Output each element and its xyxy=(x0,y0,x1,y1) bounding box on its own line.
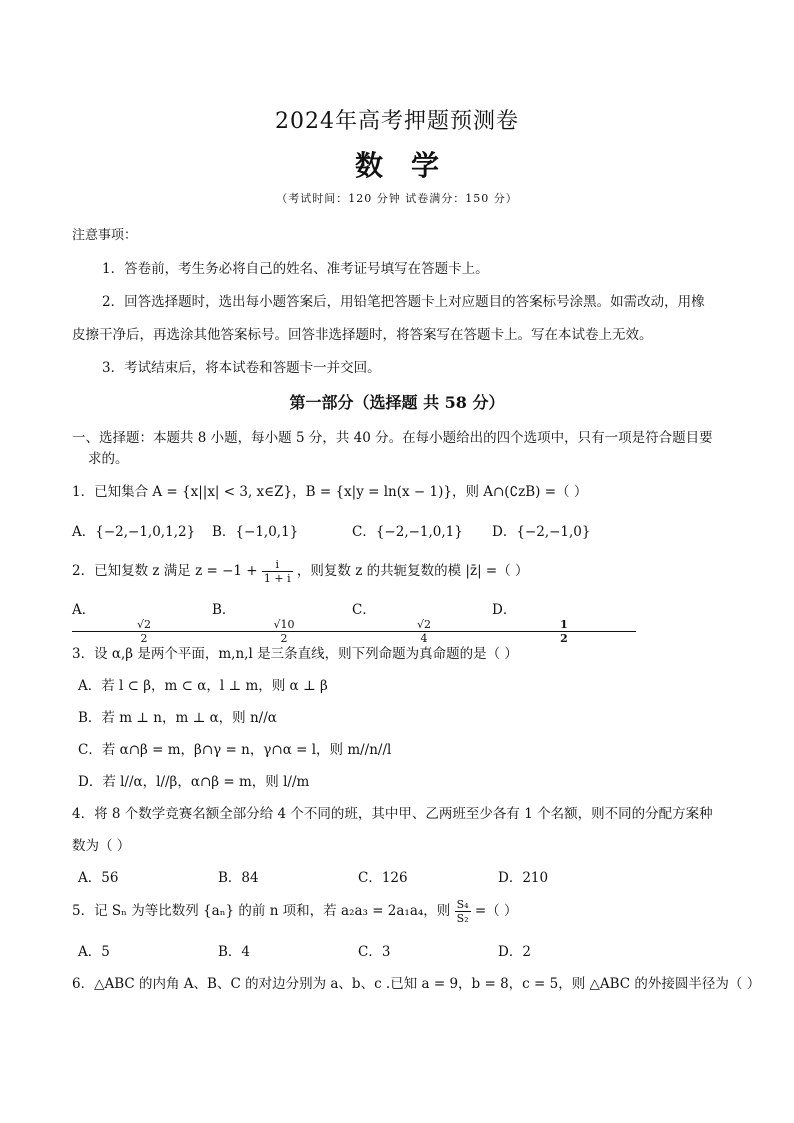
notice-item-3: 3．考试结束后，将本试卷和答题卡一并交回。 xyxy=(102,360,381,376)
section-instruction-cont: 求的。 xyxy=(88,451,129,467)
fraction-numerator: i xyxy=(262,558,293,572)
option-c xyxy=(352,598,492,645)
notice-item-1: 1．答卷前，考生务必将自己的姓名、准考证号填写在答题卡上。 xyxy=(102,261,489,277)
notice-item-2: 2．回答选择题时，选出每小题答案后，用铅笔把答题卡上对应题目的答案标号涂黑。如需改动，用橡 xyxy=(102,294,705,310)
option-d xyxy=(492,598,632,645)
option-b: B．4 xyxy=(218,944,251,960)
question-5-options xyxy=(78,940,738,960)
fraction-denominator: 2 xyxy=(140,632,148,645)
question-1-stem: 1．已知集合 A = {x||x| < 3, x∈Z}，B = {x|y = ln(x − 1)}，则 A∩(∁ᴢB) =（ ） xyxy=(72,484,588,500)
option-d: D．2 xyxy=(498,944,531,960)
question-2-options xyxy=(72,598,732,645)
fraction-numerator: 1 xyxy=(492,618,636,632)
section-instruction: 一、选择题：本题共 8 小题，每小题 5 分，共 40 分。在每小题给出的四个选项中，只有一项是符合题目要 xyxy=(72,430,713,446)
option-c: C．3 xyxy=(358,944,391,960)
fraction-denominator: 2 xyxy=(560,632,568,645)
option-b: B．84 xyxy=(218,870,259,886)
question-2-stem xyxy=(72,558,732,585)
fraction xyxy=(352,618,492,645)
notice-item-2-cont: 皮擦干净后，再选涂其他答案标号。回答非选择题时，将答案写在答题卡上。写在本试卷上无效。 xyxy=(72,327,653,343)
fraction-numerator: √2 xyxy=(72,618,216,632)
option-a: A．5 xyxy=(78,944,110,960)
question-3-option-d: D．若 l//α，l//β，α∩β = m，则 l//m xyxy=(78,774,310,790)
option-a: A．{−2,−1,0,1,2} xyxy=(72,524,196,540)
option-a: A．56 xyxy=(78,870,119,886)
question-6-stem: 6．△ABC 的内角 A、B、C 的对边分别为 a、b、c .已知 a = 9，b = 8，c = 5，则 △ABC 的外接圆半径为（ ） xyxy=(72,976,761,992)
fraction-denominator: 2 xyxy=(280,632,288,645)
option-label: B． xyxy=(212,602,236,618)
option-label: C． xyxy=(352,602,376,618)
fraction xyxy=(492,618,632,645)
fraction-numerator: S₄ xyxy=(456,898,469,911)
option-b: B．{−1,0,1} xyxy=(212,524,299,540)
subject-title: 数学 xyxy=(354,149,467,182)
fraction-denominator: 1 + i xyxy=(263,572,291,585)
notice-title: 注意事项： xyxy=(72,228,138,243)
option-a xyxy=(72,598,212,645)
fraction xyxy=(72,618,212,645)
option-b xyxy=(212,598,352,645)
fraction xyxy=(262,558,293,585)
fraction-numerator: √2 xyxy=(352,618,496,632)
question-3-stem: 3．设 α,β 是两个平面，m,n,l 是三条直线，则下列命题为真命题的是（ ） xyxy=(72,646,518,662)
option-c: C．126 xyxy=(358,870,408,886)
question-2-stem-pre: 2．已知复数 z 满足 z = −1 + xyxy=(72,563,258,579)
option-label: D． xyxy=(492,602,517,618)
exam-info: （考试时间：120 分钟 试卷满分：150 分） xyxy=(276,192,518,205)
section-title: 第一部分（选择题 共 58 分） xyxy=(289,393,505,412)
question-3-option-b: B．若 m ⊥ n，m ⊥ α，则 n//α xyxy=(78,710,277,726)
exam-title: 2024年高考押题预测卷 xyxy=(275,109,519,134)
question-3-option-c: C．若 α∩β = m，β∩γ = n，γ∩α = l，则 m//n//l xyxy=(78,742,392,758)
question-4-stem: 4．将 8 个数学竞赛名额全部分给 4 个不同的班，其中甲、乙两班至少各有 1 个名额，则不同的分配方案种 xyxy=(72,806,713,822)
question-4-stem-cont: 数为（ ） xyxy=(72,838,131,854)
question-5-stem-pre: 5．记 Sₙ 为等比数列 {aₙ} 的前 n 项和，若 a₂a₃ = 2a₁a₄，则 xyxy=(72,903,451,919)
question-1-options xyxy=(72,520,732,540)
fraction xyxy=(455,898,471,925)
question-2-stem-post: ，则复数 z 的共轭复数的模 |z̄| =（ ） xyxy=(296,563,529,579)
option-label: A． xyxy=(72,602,96,618)
option-c: C．{−2,−1,0,1} xyxy=(352,524,463,540)
question-5-stem-post: =（ ） xyxy=(474,903,518,919)
question-3-option-a: A．若 l ⊂ β，m ⊂ α，l ⊥ m，则 α ⊥ β xyxy=(78,678,328,694)
fraction-denominator: S₂ xyxy=(456,912,469,925)
option-d: D．210 xyxy=(498,870,549,886)
fraction-numerator: √10 xyxy=(212,618,356,632)
fraction-denominator: 4 xyxy=(420,632,428,645)
option-d: D．{−2,−1,0} xyxy=(492,524,591,540)
question-5-stem xyxy=(72,898,732,925)
question-4-options xyxy=(78,866,738,886)
fraction xyxy=(212,618,352,645)
